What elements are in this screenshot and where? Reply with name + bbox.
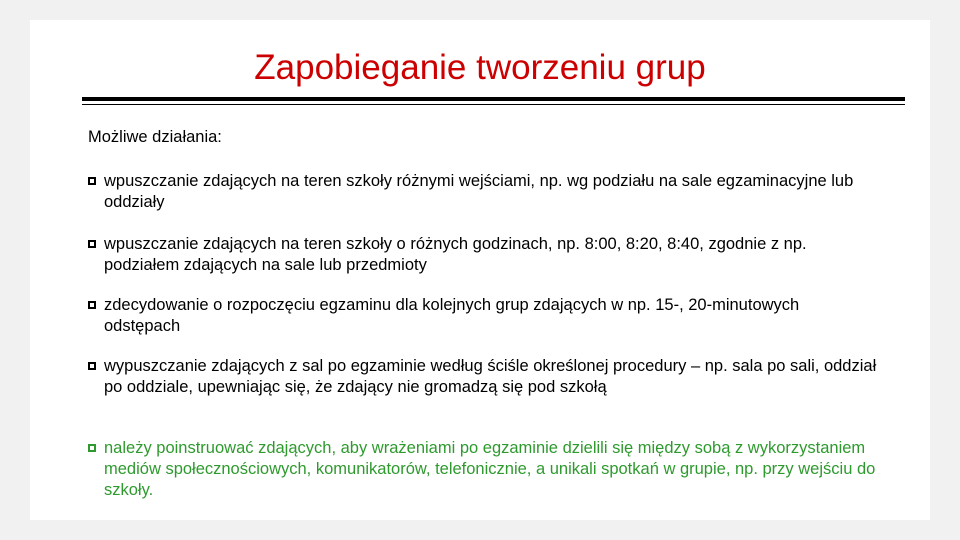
square-bullet-icon xyxy=(88,362,96,370)
intro-text: Możliwe działania: xyxy=(88,128,222,146)
list-item xyxy=(88,356,878,419)
list-item-text: należy poinstruować zdających, aby wrażeniami po egzaminie dzielili się między sobą z wykorzystaniem mediów społecznościowych, komunikatorów, telefonicznie, a unikali spotkań w grupie, np. przy wejściu do szkoły. xyxy=(104,439,876,499)
list-item-text: wypuszczanie zdających z sal po egzaminie według ściśle określonej procedury – np. sala po sali, oddział po oddziale, upewniając się, że zdający nie gromadzą się pod szkołą xyxy=(104,357,877,396)
list-item xyxy=(88,295,878,337)
bullet-list xyxy=(88,171,878,501)
list-item xyxy=(88,234,878,276)
list-item-text: zdecydowanie o rozpoczęciu egzaminu dla kolejnych grup zdających w np. 15-, 20-minutowych odstępach xyxy=(104,296,800,335)
list-item-text: wpuszczanie zdających na teren szkoły różnymi wejściami, np. wg podziału na sale egzaminacyjne lub oddziały xyxy=(104,172,854,211)
list-item-highlighted xyxy=(88,438,878,501)
title-divider-thick xyxy=(82,97,905,101)
square-bullet-icon xyxy=(88,240,96,248)
slide xyxy=(30,20,930,520)
square-bullet-icon xyxy=(88,301,96,309)
list-item-text: wpuszczanie zdających na teren szkoły o różnych godzinach, np. 8:00, 8:20, 8:40, zgodnie z np. podziałem zdających na sale lub przedmioty xyxy=(104,235,807,274)
list-item xyxy=(88,171,878,213)
square-bullet-icon xyxy=(88,177,96,185)
slide-title: Zapobieganie tworzeniu grup xyxy=(254,48,706,87)
title-divider-thin xyxy=(82,104,905,105)
square-bullet-icon xyxy=(88,444,96,452)
